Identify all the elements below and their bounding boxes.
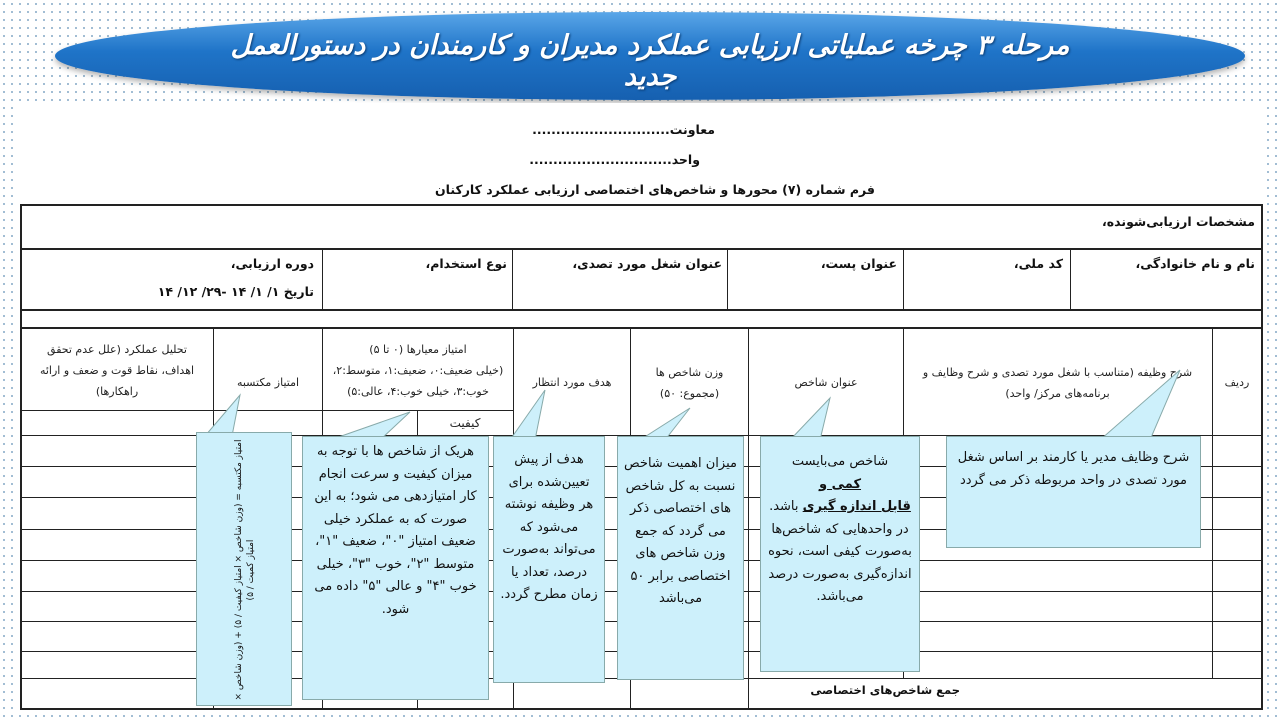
employment-type-label: نوع استخدام، [425, 256, 507, 271]
col-quality: کیفیت [449, 415, 481, 430]
col-criteria: امتیاز معیارها (۰ تا ۵) (خیلی ضعیف:۰، ضعیف:۱، متوسط:۲، خوب:۳، خیلی خوب:۴، عالی:۵) [332, 342, 504, 398]
col-earned: امتیاز مکتسبه [236, 376, 300, 389]
job-title-label: عنوان شغل مورد تصدی، [572, 256, 722, 271]
form-title: فرم شماره (۷) محورها و شاخص‌های اختصاصی ارزیابی عملکرد کارکنان [435, 182, 875, 197]
callout-weight: میزان اهمیت شاخص نسبت به کل شاخص های اختصاصی ذکر می گردد که جمع وزن شاخص های اختصاصی برابر ۵۰ می‌باشد [617, 436, 744, 680]
col-analysis: تحلیل عملکرد (علل عدم تحقق اهداف، نقاط قوت و ضعف و ارائه راهکارها) [39, 342, 195, 398]
period-value: تاریخ ۱/ ۱/ ۱۴ -۲۹/ ۱۲/ ۱۴ [157, 284, 314, 299]
slide-title: مرحله ۳ چرخه عملیاتی ارزیابی عملکرد مدیران و کارمندان در دستورالعمل جدید [230, 30, 1070, 92]
callout-description: شرح وظایف مدیر یا کارمند بر اساس شغل مورد تصدی در واحد مربوطه ذکر می گردد [946, 436, 1201, 548]
period-label: دوره ارزیابی، [230, 256, 314, 271]
col-description: شرح وظیفه (متناسب با شغل مورد تصدی و شرح وظایف و برنامه‌های مرکز/ واحد) [922, 365, 1193, 400]
name-field-label: نام و نام خانوادگی، [1135, 256, 1255, 271]
section-title: مشخصات ارزیابی‌شونده، [1102, 214, 1255, 229]
national-code-label: کد ملی، [1013, 256, 1063, 271]
formula-text: امتیاز مکتسبه = (وزن شاخص × امتیاز کیفیت / ۵) + (وزن شاخص × امتیاز کمیت / ۵) [234, 439, 256, 701]
col-row: ردیف [1224, 376, 1250, 389]
col-indicator-title: عنوان شاخص [794, 376, 858, 389]
callout-target: هدف از پیش تعیین‌شده برای هر وظیفه نوشته می‌شود که می‌تواند به‌صورت درصد، تعداد یا زمان مطرح گردد. [493, 436, 605, 683]
callout-formula [196, 432, 292, 706]
callout-criteria: هریک از شاخص ها با توجه به میزان کیفیت و سرعت انجام کار امتیازدهی می شود؛ به این صورت که به عملکرد خیلی ضعیف امتیاز "۰"، ضعیف "۱"، متوسط "۲"، خوب "۳"، خیلی خوب "۴" و عالی "۵" داده می شود. [302, 436, 489, 700]
post-title-label: عنوان پست، [820, 256, 897, 271]
deputy-label: معاونت............................. [532, 122, 715, 137]
footer-total-label: جمع شاخص‌های اختصاصی [810, 683, 960, 697]
callout-indicator: شاخص می‌بایست کمی و قابل اندازه گیری باشد. در واحدهایی که شاخص‌ها به‌صورت کیفی است، نحوه اندازه‌گیری به‌صورت درصد می‌باشد. [760, 436, 920, 672]
col-weight: وزن شاخص ها (مجموع: ۵۰) [655, 365, 724, 400]
unit-label: واحد.............................. [529, 152, 700, 167]
col-target: هدف مورد انتظار [532, 376, 612, 389]
